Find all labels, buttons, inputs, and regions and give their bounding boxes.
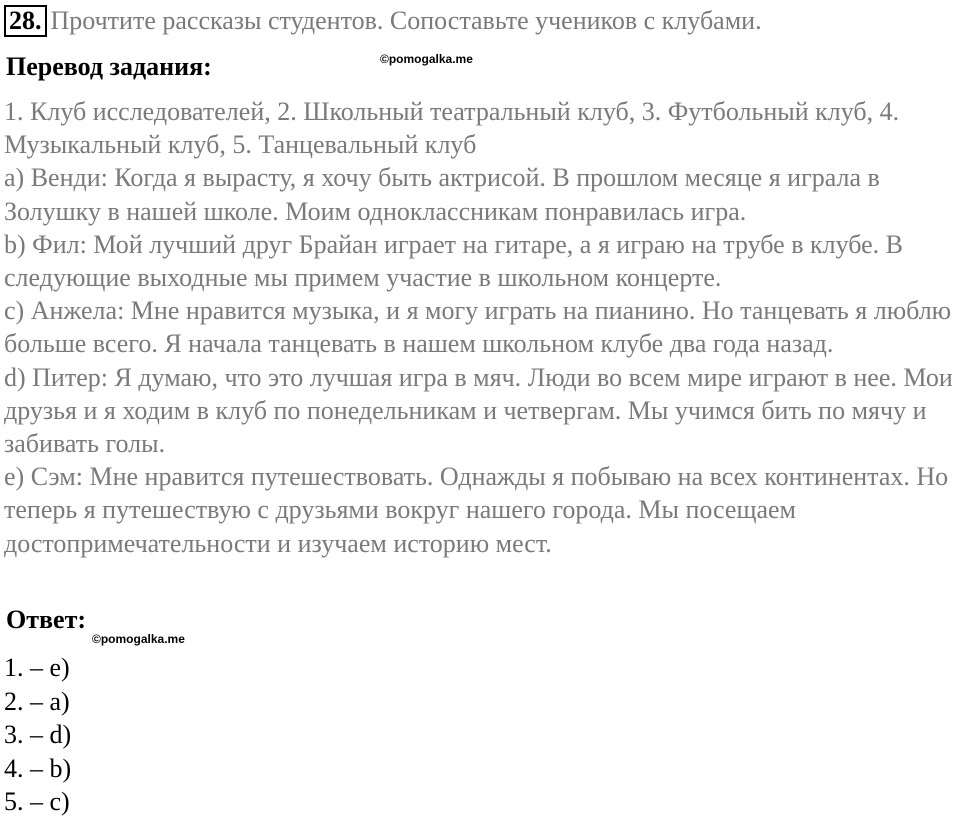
clubs-list: 1. Клуб исследователей, 2. Школьный театральный клуб, 3. Футбольный клуб, 4. Музыкальный клуб, 5. Танцевальный клуб xyxy=(4,97,900,160)
watermark-top: ©pomogalka.me xyxy=(380,52,473,66)
story-b: b) Фил: Мой лучший друг Брайан играет на гитаре, а я играю на трубе в клубе. В следующие выходные мы примем участие в школьном концерте. xyxy=(4,229,904,293)
translation-body xyxy=(4,95,960,560)
task-number: 28. xyxy=(4,5,47,37)
story-d: d) Питер: Я думаю, что это лучшая игра в мяч. Люди во всем мире играют в нее. Мои друзья и я ходим в клуб по понедельникам и четвергам. Мы учимся бить по мячу и забивать голы. xyxy=(4,362,953,459)
translation-heading: Перевод задания: xyxy=(6,52,212,81)
answer-item: 2. – a) xyxy=(4,686,70,716)
answer-item: 4. – b) xyxy=(4,753,72,783)
answer-list xyxy=(4,651,71,819)
answer-item: 3. – d) xyxy=(4,720,72,749)
story-c: с) Анжела: Мне нравится музыка, и я могу играть на пианино. Но танцевать я люблю больше всего. Я начала танцевать в нашем школьном клубе два года назад. xyxy=(4,296,952,359)
answer-item: 5. – c) xyxy=(4,787,70,816)
watermark-answer: ©pomogalka.me xyxy=(92,632,185,646)
task-header xyxy=(4,4,762,38)
task-instruction: Прочтите рассказы студентов. Сопоставьте учеников с клубами. xyxy=(50,6,762,35)
answer-item: 1. – e) xyxy=(4,653,70,682)
answer-heading: Ответ: xyxy=(6,605,87,634)
story-e: e) Сэм: Мне нравится путешествовать. Однажды я побываю на всех континентах. Но теперь я путешествую с друзьями вокруг нашего города. Мы посещаем достопримечательности и изучаем историю мест. xyxy=(4,462,949,558)
story-a: а) Венди: Когда я вырасту, я хочу быть актрисой. В прошлом месяце я играла в Золушку в нашей школе. Моим одноклассникам понравилась игра. xyxy=(4,163,880,226)
